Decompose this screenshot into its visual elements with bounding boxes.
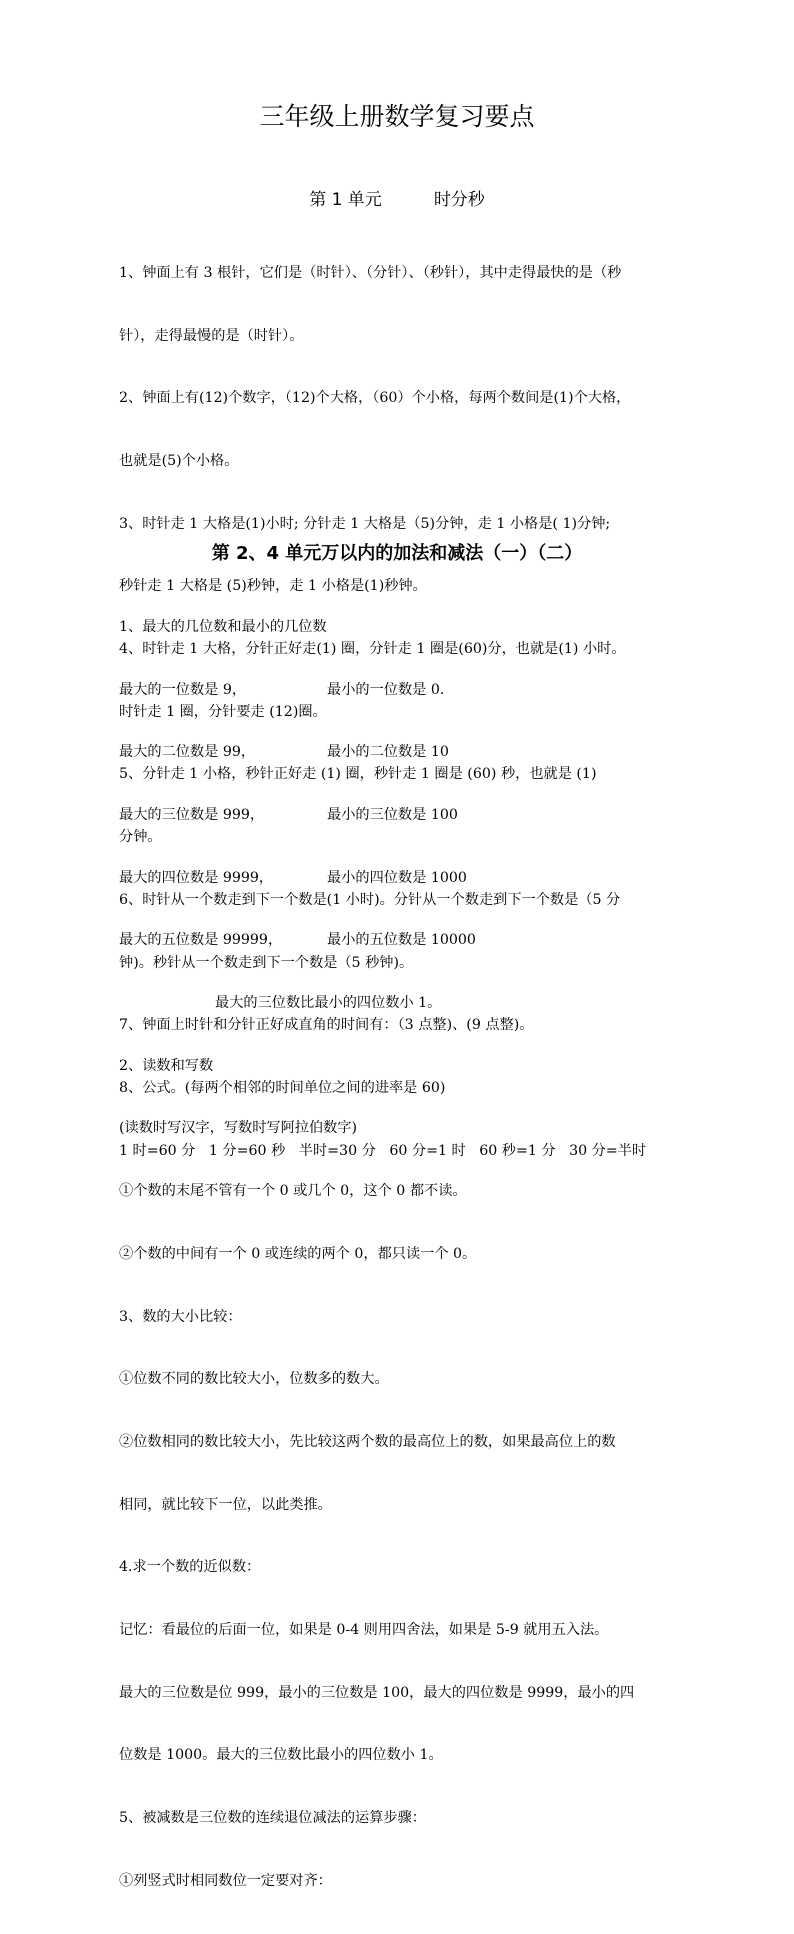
unit1-heading-number: 第 1 单元 [309, 190, 382, 210]
text-line: 针），走得最慢的是（时针）。 [119, 327, 304, 344]
time-conversion-line: 1 时=60 分 1 分=60 秒 半时=30 分 60 分=1 时 60 秒=1 分 30 分=半时 [119, 1142, 647, 1159]
item-title: 1、最大的几位数和最小的几位数 [119, 618, 327, 635]
max-number-text: 最大的三位数是 999， [119, 806, 265, 823]
unit24-content [119, 575, 684, 1934]
text-line: 相同，就比较下一位，以此类推。 [119, 1496, 332, 1513]
text-line: 秒针走 1 大格是 (5)秒钟，走 1 小格是(1)秒钟。 [119, 578, 427, 595]
max-number-text: 最大的四位数是 9999， [119, 869, 274, 886]
min-number-text: 最小的一位数是 0. [327, 681, 445, 698]
text-line: 最大的三位数是位 999，最小的三位数是 100，最大的四位数是 9999，最小的四 [119, 1684, 635, 1701]
text-line: (读数时写汉字，写数时写阿拉伯数字) [119, 1120, 358, 1137]
text-line: 5、分针走 1 小格，秒针正好走 (1) 圈，秒针走 1 圈是 (60) 秒，也就是 (1) [119, 766, 597, 783]
text-line: 5、被减数是三位数的连续退位减法的运算步骤： [119, 1810, 426, 1827]
text-line: ②个数的中间有一个 0 或连续的两个 0，都只读一个 0。 [119, 1245, 477, 1262]
text-line: 8、公式。(每两个相邻的时间单位之间的进率是 60) [119, 1079, 446, 1096]
min-number-text: 最小的五位数是 10000 [327, 932, 476, 949]
text-line: ①个数的末尾不管有一个 0 或几个 0，这个 0 都不读。 [119, 1183, 467, 1200]
text-line: 4.求一个数的近似数： [119, 1559, 261, 1576]
text-line: 记忆：看最位的后面一位，如果是 0-4 则用四舍法，如果是 5-9 就用五入法。 [119, 1622, 609, 1639]
text-line: 3、时针走 1 大格是(1)小时; 分针走 1 大格是（5)分钟，走 1 小格是( 1)分钟; [119, 515, 611, 532]
digit-pair-row [119, 868, 684, 889]
text-line: 分钟。 [119, 829, 162, 846]
digit-pair-row [119, 805, 684, 826]
min-number-text: 最小的二位数是 10 [327, 744, 449, 761]
text-line: 2、读数和写数 [119, 1057, 214, 1074]
text-line: 1、钟面上有 3 根针，它们是（时针）、（分针）、（秒针），其中走得最快的是（秒 [119, 264, 622, 281]
pair-note: 最大的三位数比最小的四位数小 1。 [215, 995, 442, 1012]
max-number-text: 最大的二位数是 99， [119, 744, 256, 761]
text-line: ①位数不同的数比较大小，位数多的数大。 [119, 1371, 389, 1388]
max-number-text: 最大的五位数是 99999， [119, 932, 283, 949]
unit1-heading-topic: 时分秒 [433, 190, 485, 210]
text-line: 也就是(5)个小格。 [119, 452, 239, 469]
min-number-text: 最小的三位数是 100 [327, 806, 458, 823]
digit-pair-row [119, 742, 684, 763]
page-title: 三年级上册数学复习要点 [259, 102, 535, 131]
digit-pair-row [119, 680, 684, 701]
unit24-heading: 第 2、4 单元万以内的加法和减法（一）（二） [211, 543, 583, 564]
text-line: 3、数的大小比较： [119, 1308, 242, 1325]
digit-pair-row [119, 930, 684, 951]
text-line: 时针走 1 圈，分针要走 (12)圈。 [119, 703, 327, 720]
text-line: ②位数相同的数比较大小，先比较这两个数的最高位上的数，如果最高位上的数 [119, 1433, 616, 1450]
unit1-heading [0, 188, 794, 212]
text-line: 2、钟面上有(12)个数字，（12)个大格，（60）个小格，每两个数间是(1)个大格， [119, 390, 631, 407]
text-line: 位数是 1000。最大的三位数比最小的四位数小 1。 [119, 1747, 443, 1764]
text-line: 6、时针从一个数走到下一个数是(1 小时)。分针从一个数走到下一个数是（5 分 [119, 891, 621, 908]
text-line: 钟)。秒针从一个数走到下一个数是（5 秒钟)。 [119, 954, 414, 971]
text-line: ①列竖式时相同数位一定要对齐： [119, 1872, 332, 1889]
text-line: 4、时针走 1 大格，分针正好走(1) 圈，分针走 1 圈是(60)分，也就是(1) 小时。 [119, 641, 626, 658]
text-line: 7、钟面上时针和分针正好成直角的时间有：（3 点整)、(9 点整)。 [119, 1017, 534, 1034]
min-number-text: 最小的四位数是 1000 [327, 869, 467, 886]
max-number-text: 最大的一位数是 9， [119, 681, 247, 698]
